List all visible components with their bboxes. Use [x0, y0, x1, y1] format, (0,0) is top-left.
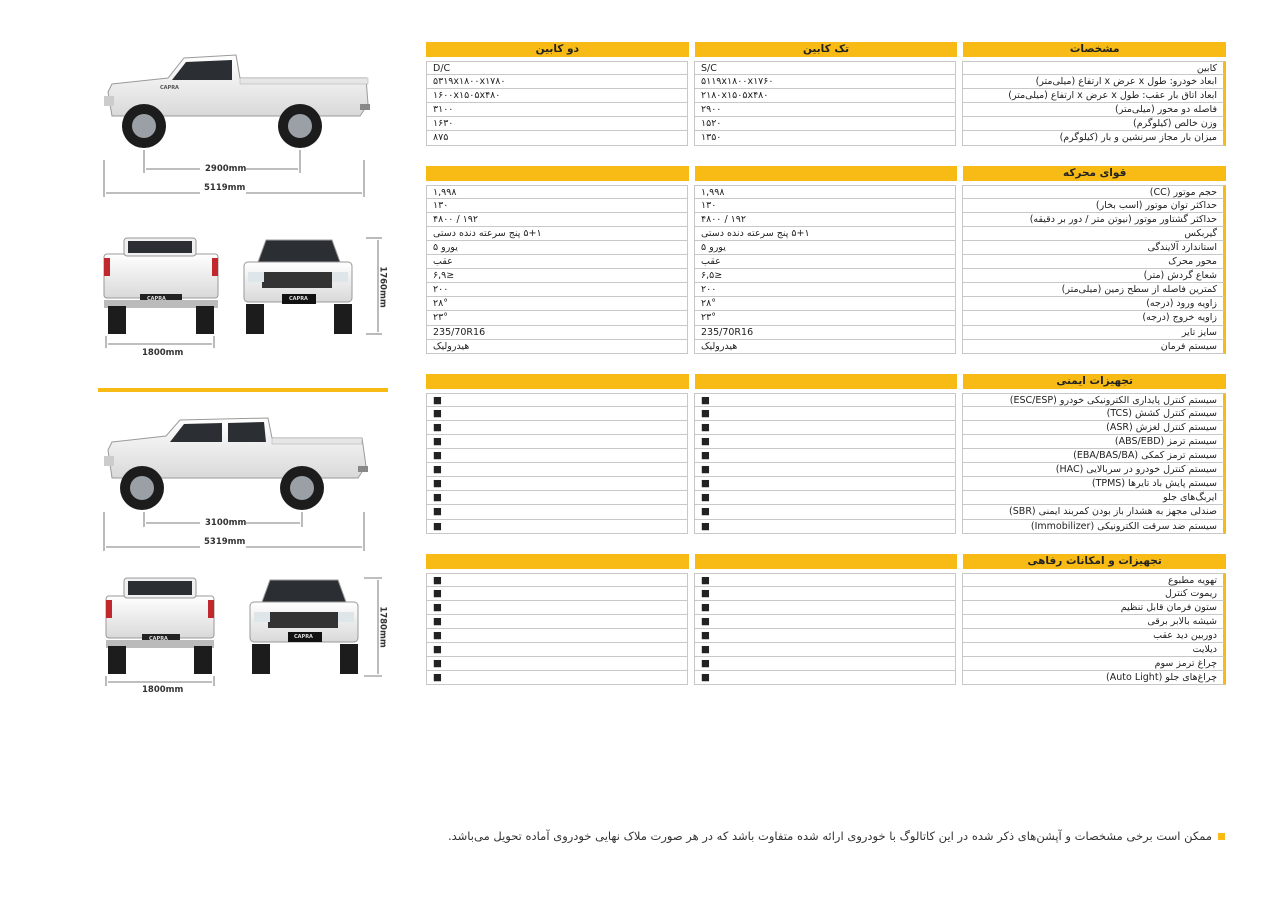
double-cab-value: ■	[426, 520, 688, 534]
spec-label: صندلی مجهز به هشدار باز بودن کمربند ایمنی (SBR)	[962, 505, 1226, 519]
spec-label: سیستم کنترل کشش (TCS)	[962, 407, 1226, 421]
spec-label: حداکثر توان موتور (اسب بخار)	[962, 199, 1226, 213]
single-cab-value: S/C	[694, 61, 956, 75]
table-row	[426, 520, 1226, 534]
header-cell	[426, 166, 689, 181]
single-cab-value: ۱,۹۹۸	[694, 185, 956, 199]
spec-label: دیلایت	[962, 643, 1226, 657]
double-cab-value: ■	[426, 573, 688, 587]
single-cab-value: ۱۹۲ / ۴۸۰۰	[694, 213, 956, 227]
table-row	[426, 421, 1226, 435]
spec-label: استاندارد آلایندگی	[962, 241, 1226, 255]
spec-label: دوربین دید عقب	[962, 629, 1226, 643]
spec-label: سیستم ترمز (ABS/EBD)	[962, 435, 1226, 449]
table-row	[426, 255, 1226, 269]
table-row	[426, 449, 1226, 463]
double-cab-value: D/C	[426, 61, 688, 75]
double-cab-value: 235/70R16	[426, 326, 688, 340]
table-row	[426, 629, 1226, 643]
single-cab-value: ■	[694, 505, 956, 519]
header-cell	[695, 374, 958, 389]
single-cab-side-view	[104, 55, 370, 148]
table-row	[426, 269, 1226, 283]
spec-label: زاویه ورود (درجه)	[962, 297, 1226, 311]
table-row	[426, 103, 1226, 117]
single-cab-value: ۲۱۸۰x۱۵۰۵x۴۸۰	[694, 89, 956, 103]
single-cab-value: ۲۹۰۰	[694, 103, 956, 117]
double-cab-value: ■	[426, 587, 688, 601]
double-cab-value: ۵+۱ پنج سرعته دنده دستی	[426, 227, 688, 241]
double-cab-side-view	[104, 418, 368, 510]
double-cab-value: هیدرولیک	[426, 340, 688, 354]
badge-text-rear-dc: CAPRA	[149, 636, 168, 642]
spec-label: میزان بار مجاز سرنشین و بار (کیلوگرم)	[962, 131, 1226, 145]
spec-label: گیربکس	[962, 227, 1226, 241]
section-header	[426, 554, 1226, 569]
header-cell: تجهیزات ایمنی	[963, 374, 1226, 389]
double-cab-value: ■	[426, 477, 688, 491]
header-cell	[695, 166, 958, 181]
bullet-square-icon	[1218, 833, 1225, 840]
double-cab-value: ■	[426, 435, 688, 449]
section-powertrain	[426, 166, 1226, 354]
double-cab-value: ■	[426, 671, 688, 685]
section-specs	[426, 42, 1226, 146]
spec-label: حداکثر گشتاور موتور (نیوتن متر / دور بر دقیقه)	[962, 213, 1226, 227]
single-cab-value: ۱۵۲۰	[694, 117, 956, 131]
table-row	[426, 75, 1226, 89]
dc-width-label: 1800mm	[142, 685, 184, 695]
header-cell: تجهیزات و امکانات رفاهی	[963, 554, 1226, 569]
table-row	[426, 61, 1226, 75]
single-cab-value: ■	[694, 435, 956, 449]
section-header	[426, 42, 1226, 57]
header-cell: قوای محرکه	[963, 166, 1226, 181]
single-cab-value: ۱۳۰	[694, 199, 956, 213]
double-cab-value: ۳۱۰۰	[426, 103, 688, 117]
single-cab-value: ■	[694, 671, 956, 685]
spec-label: سیستم کنترل خودرو در سربالایی (HAC)	[962, 463, 1226, 477]
single-cab-value: ■	[694, 463, 956, 477]
double-cab-front-view	[250, 580, 358, 674]
sc-length-label: 5119mm	[204, 183, 246, 193]
single-cab-value: ■	[694, 629, 956, 643]
badge-text-rear: CAPRA	[147, 296, 166, 302]
table-row	[426, 601, 1226, 615]
spec-label: چراغ ترمز سوم	[962, 657, 1226, 671]
table-row	[426, 326, 1226, 340]
single-cab-value: ■	[694, 449, 956, 463]
single-cab-value: ۲۰۰	[694, 283, 956, 297]
table-row	[426, 131, 1226, 145]
double-cab-value: ۵۳۱۹x۱۸۰۰x۱۷۸۰	[426, 75, 688, 89]
section-safety	[426, 374, 1226, 534]
double-cab-value: ■	[426, 657, 688, 671]
double-cab-value: ■	[426, 615, 688, 629]
spec-label: سیستم پایش باد تایرها (TPMS)	[962, 477, 1226, 491]
table-row	[426, 643, 1226, 657]
sc-height-label: 1760mm	[377, 266, 388, 308]
single-cab-value: ■	[694, 393, 956, 407]
spec-label: ابعاد خودرو: طول x عرض x ارتفاع (میلی‌متر)	[962, 75, 1226, 89]
header-cell: مشخصات	[963, 42, 1226, 57]
single-cab-value: ■	[694, 657, 956, 671]
double-cab-value: ■	[426, 629, 688, 643]
badge-text: CAPRA	[160, 85, 179, 91]
double-cab-value: ۸۷۵	[426, 131, 688, 145]
table-row	[426, 89, 1226, 103]
spec-label: حجم موتور (CC)	[962, 185, 1226, 199]
header-cell	[695, 554, 958, 569]
spec-label: فاصله دو محور (میلی‌متر)	[962, 103, 1226, 117]
double-cab-value: عقب	[426, 255, 688, 269]
badge-text-front-dc: CAPRA	[294, 634, 313, 640]
double-cab-value: ۱۳۰	[426, 199, 688, 213]
table-row	[426, 199, 1226, 213]
spec-label: شیشه بالابر برقی	[962, 615, 1226, 629]
spec-label: زاویه خروج (درجه)	[962, 311, 1226, 325]
single-cab-value: ■	[694, 615, 956, 629]
spec-label: چراغ‌های جلو (Auto Light)	[962, 671, 1226, 685]
table-row	[426, 311, 1226, 325]
double-cab-value: ■	[426, 449, 688, 463]
spec-label: سیستم کنترل پایداری الکترونیکی خودرو (ESC/ESP)	[962, 393, 1226, 407]
table-row	[426, 393, 1226, 407]
double-cab-value: ≤۶,۹	[426, 269, 688, 283]
table-rows	[426, 393, 1226, 534]
table-row	[426, 657, 1226, 671]
table-row	[426, 615, 1226, 629]
spec-label: شعاع گردش (متر)	[962, 269, 1226, 283]
spec-label: ایربگ‌های جلو	[962, 491, 1226, 505]
header-cell: دو کابین	[426, 42, 689, 57]
table-rows	[426, 185, 1226, 354]
single-cab-value: ■	[694, 520, 956, 534]
table-row	[426, 435, 1226, 449]
double-cab-value: ۲۳°	[426, 311, 688, 325]
spec-label: سیستم ضد سرقت الکترونیکی (Immobilizer)	[962, 520, 1226, 534]
table-row	[426, 297, 1226, 311]
section-header	[426, 374, 1226, 389]
spec-label: ستون فرمان قابل تنظیم	[962, 601, 1226, 615]
double-cab-value: ■	[426, 421, 688, 435]
dc-height-label: 1780mm	[377, 606, 388, 648]
double-cab-value: یورو ۵	[426, 241, 688, 255]
double-cab-value: ۱۹۲ / ۴۸۰۰	[426, 213, 688, 227]
single-cab-value: یورو ۵	[694, 241, 956, 255]
double-cab-value: ۲۸°	[426, 297, 688, 311]
double-cab-value: ۱۶۰۰x۱۵۰۵x۴۸۰	[426, 89, 688, 103]
badge-text-front: CAPRA	[289, 296, 308, 302]
spec-label: محور محرک	[962, 255, 1226, 269]
sc-width-label: 1800mm	[142, 348, 184, 358]
spec-label: سایز تایر	[962, 326, 1226, 340]
section-header	[426, 166, 1226, 181]
double-cab-value: ■	[426, 601, 688, 615]
table-row	[426, 671, 1226, 685]
single-cab-value: ■	[694, 491, 956, 505]
double-cab-rear-view	[106, 578, 214, 674]
double-cab-value: ■	[426, 407, 688, 421]
single-cab-value: ۵۱۱۹x۱۸۰۰x۱۷۶۰	[694, 75, 956, 89]
double-cab-value: ■	[426, 505, 688, 519]
table-rows	[426, 61, 1226, 146]
table-rows	[426, 573, 1226, 686]
double-cab-value: ■	[426, 463, 688, 477]
double-cab-value: ۲۰۰	[426, 283, 688, 297]
single-cab-value: عقب	[694, 255, 956, 269]
table-row	[426, 213, 1226, 227]
single-cab-value: ۲۳°	[694, 311, 956, 325]
table-row	[426, 587, 1226, 601]
spec-label: سیستم فرمان	[962, 340, 1226, 354]
single-cab-value: ■	[694, 573, 956, 587]
single-cab-value: ۱۳۵۰	[694, 131, 956, 145]
single-cab-value: ■	[694, 421, 956, 435]
footer-text: ممکن است برخی مشخصات و آپشن‌های ذکر شده در این کاتالوگ با خودروی ارائه شده متفاوت باشد که در هر صورت ملاک نهایی خودروی آماده تحویل می‌باشد.	[447, 829, 1212, 843]
single-cab-value: ■	[694, 477, 956, 491]
sc-wheelbase-label: 2900mm	[205, 164, 247, 174]
table-row	[426, 185, 1226, 199]
double-cab-value: ■	[426, 491, 688, 505]
single-cab-value: ≤۶,۵	[694, 269, 956, 283]
spec-label: تهویه مطبوع	[962, 573, 1226, 587]
single-cab-value: ■	[694, 587, 956, 601]
spec-label: سیستم کنترل لغزش (ASR)	[962, 421, 1226, 435]
single-cab-value: ■	[694, 643, 956, 657]
table-row	[426, 407, 1226, 421]
table-row	[426, 463, 1226, 477]
dc-length-label: 5319mm	[204, 537, 246, 547]
single-cab-value: هیدرولیک	[694, 340, 956, 354]
double-cab-value: ۱,۹۹۸	[426, 185, 688, 199]
spec-label: کابین	[962, 61, 1226, 75]
table-row	[426, 283, 1226, 297]
header-cell: تک کابین	[695, 42, 958, 57]
spec-tables	[426, 42, 1226, 685]
table-row	[426, 505, 1226, 519]
single-cab-rear-view	[104, 238, 218, 334]
spec-label: سیستم ترمز کمکی (EBA/BAS/BA)	[962, 449, 1226, 463]
single-cab-value: ■	[694, 407, 956, 421]
double-cab-value: ۱۶۳۰	[426, 117, 688, 131]
single-cab-front-view	[244, 240, 352, 334]
spec-label: کمترین فاصله از سطح زمین (میلی‌متر)	[962, 283, 1226, 297]
section-divider	[98, 388, 388, 392]
single-cab-value: ■	[694, 601, 956, 615]
double-cab-value: ■	[426, 393, 688, 407]
table-row	[426, 340, 1226, 354]
table-row	[426, 227, 1226, 241]
section-comfort	[426, 554, 1226, 686]
table-row	[426, 573, 1226, 587]
single-cab-value: ۵+۱ پنج سرعته دنده دستی	[694, 227, 956, 241]
header-cell	[426, 554, 689, 569]
header-cell	[426, 374, 689, 389]
footer-note	[448, 829, 1225, 843]
table-row	[426, 117, 1226, 131]
table-row	[426, 491, 1226, 505]
table-row	[426, 241, 1226, 255]
spec-label: ریموت کنترل	[962, 587, 1226, 601]
single-cab-value: 235/70R16	[694, 326, 956, 340]
single-cab-value: ۲۸°	[694, 297, 956, 311]
spec-label: ابعاد اتاق بار عقب: طول x عرض x ارتفاع (میلی‌متر)	[962, 89, 1226, 103]
dc-wheelbase-label: 3100mm	[205, 518, 247, 528]
table-row	[426, 477, 1226, 491]
spec-label: وزن خالص (کیلوگرم)	[962, 117, 1226, 131]
double-cab-value: ■	[426, 643, 688, 657]
